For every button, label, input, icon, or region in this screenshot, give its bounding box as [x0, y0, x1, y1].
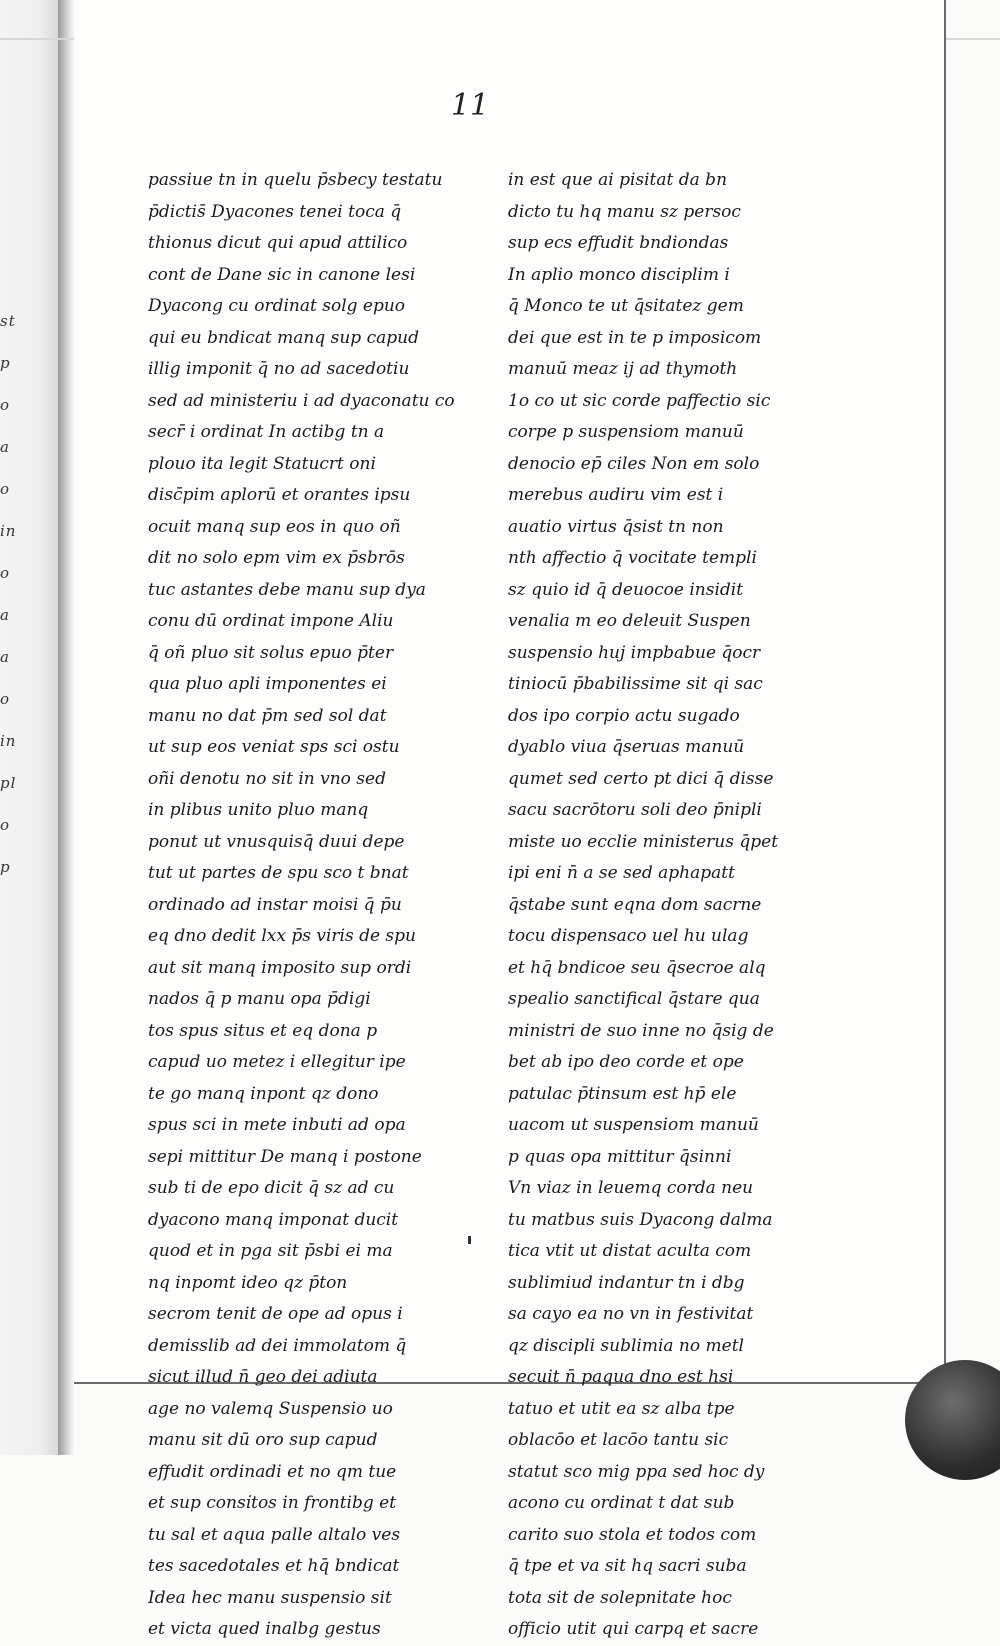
manuscript-line: suspensio huj impbabue q̄ocr	[508, 642, 761, 663]
manuscript-line: qua pluo apli imponentes ei	[148, 674, 387, 694]
manuscript-line: qui eu bndicat manq sup capud	[148, 327, 419, 348]
facing-page-fragment: o	[0, 396, 11, 414]
manuscript-line: q̄ tpe et va sit hq sacri suba	[508, 1556, 747, 1576]
manuscript-line: ponut ut vnusquisq̄ duui depe	[148, 831, 405, 852]
manuscript-line: plouo ita legit Statucrt oni	[148, 453, 376, 474]
manuscript-line: sa cayo ea no vn in festivitat	[508, 1304, 754, 1324]
manuscript-line: age no valemq Suspensio uo	[148, 1398, 393, 1419]
manuscript-line: Idea hec manu suspensio sit	[148, 1587, 392, 1608]
manuscript-line: in plibus unito pluo manq	[148, 800, 369, 820]
manuscript-line: thionus dicut qui apud attilico	[148, 233, 408, 253]
manuscript-line: capud uo metez i ellegitur ipe	[148, 1052, 406, 1072]
manuscript-line: tu sal et aqua palle altalo ves	[148, 1524, 401, 1545]
manuscript-line: p quas opa mittitur q̄sinni	[508, 1146, 732, 1167]
manuscript-line: spealio sanctifical q̄stare qua	[508, 989, 760, 1009]
manuscript-line: dit no solo epm vim ex p̄sbrōs	[148, 548, 405, 568]
manuscript-line: In aplio monco disciplim i	[508, 264, 730, 285]
manuscript-line: tu matbus suis Dyacong dalma	[508, 1209, 773, 1230]
facing-page-fragment: o	[0, 564, 11, 582]
manuscript-line: merebus audiru vim est i	[508, 485, 724, 505]
manuscript-line: manu sit dū oro sup capud	[148, 1430, 378, 1450]
manuscript-line: officio utit qui carpq et sacre	[508, 1619, 759, 1639]
manuscript-line: tos spus situs et eq dona p	[148, 1020, 378, 1041]
facing-page-fragment: a	[0, 438, 10, 456]
facing-page	[0, 0, 60, 1455]
manuscript-line: tota sit de solepnitate hoc	[508, 1587, 732, 1608]
manuscript-line: tiniocū p̄babilissime sit qi sac	[508, 674, 763, 694]
manuscript-line: sicut illud n̄ geo dei adiuta	[148, 1367, 378, 1387]
manuscript-line: sacu sacrōtoru soli deo p̄nipli	[508, 800, 762, 820]
folio-number: 11	[450, 88, 490, 123]
manuscript-line: passiue tn in quelu p̄sbecy testatu	[148, 170, 443, 190]
manuscript-line: q̄stabe sunt eqna dom sacrne	[508, 894, 762, 915]
manuscript-line: eq dno dedit lxx p̄s viris de spu	[148, 926, 416, 946]
manuscript-line: in est que ai pisitat da bn	[508, 170, 728, 190]
manuscript-line: bet ab ipo deo corde et ope	[508, 1052, 744, 1072]
manuscript-line: tocu dispensaco uel hu ulag	[508, 926, 749, 946]
manuscript-line: et hq̄ bndicoe seu q̄secroe alq	[508, 957, 766, 978]
manuscript-line: miste uo ecclie ministerus q̄pet	[508, 831, 779, 852]
manuscript-line: sepi mittitur De manq i postone	[148, 1146, 422, 1167]
manuscript-line: aut sit manq imposito sup ordi	[148, 957, 412, 978]
facing-page-edge-text	[0, 300, 16, 888]
facing-page-fragment: p	[0, 354, 11, 372]
manuscript-line: ministri de suo inne no q̄sig de	[508, 1020, 774, 1041]
manuscript-line: p̄dictis̄ Dyacones tenei toca q̄	[148, 201, 402, 222]
manuscript-line: 1o co ut sic corde paffectio sic	[508, 390, 771, 411]
manuscript-line: auatio virtus q̄sist tn non	[508, 516, 724, 537]
manuscript-line: carito suo stola et todos com	[508, 1524, 757, 1545]
manuscript-line: dyacono manq imponat ducit	[148, 1209, 399, 1230]
manuscript-line: dyablo viua q̄seruas manuū	[508, 737, 745, 757]
manuscript-line: dicto tu hq manu sz persoc	[508, 201, 741, 222]
binding-gutter	[58, 0, 74, 1455]
manuscript-line: secr̄ i ordinat In actibg tn a	[148, 422, 385, 442]
manuscript-line: ipi eni n̄ a se sed aphapatt	[508, 863, 735, 883]
manuscript-line: tica vtit ut distat aculta com	[508, 1241, 752, 1261]
manuscript-line: demisslib ad dei immolatom q̄	[148, 1335, 407, 1356]
manuscript-line: tut ut partes de spu sco t bnat	[148, 863, 409, 883]
manuscript-line: tes sacedotales et hq̄ bndicat	[148, 1556, 400, 1576]
manuscript-line: corpe p suspensiom manuū	[508, 422, 744, 442]
left-text-column	[148, 165, 468, 1646]
facing-page-fragment: o	[0, 480, 11, 498]
manuscript-line: ut sup eos veniat sps sci ostu	[148, 737, 400, 757]
facing-page-fragment: o	[0, 816, 11, 834]
facing-page-fragment: st	[0, 312, 16, 330]
facing-page-fragment: a	[0, 648, 10, 666]
manuscript-line: oñi denotu no sit in vno sed	[148, 768, 386, 789]
manuscript-line: nth affectio q̄ vocitate templi	[508, 548, 757, 568]
manuscript-line: q̄ oñ pluo sit solus epuo p̄ter	[148, 642, 394, 663]
manuscript-line: sup ecs effudit bndiondas	[508, 233, 729, 253]
manuscript-line: tuc astantes debe manu sup dya	[148, 579, 426, 600]
manuscript-line: et victa qued inalbg gestus	[148, 1619, 381, 1639]
manuscript-line: secrom tenit de ope ad opus i	[148, 1304, 403, 1324]
manuscript-line: venalia m eo deleuit Suspen	[508, 611, 751, 631]
manuscript-line: manuū meaz ij ad thymoth	[508, 359, 738, 379]
manuscript-line: sublimiud indantur tn i dbg	[508, 1272, 745, 1293]
manuscript-line: conu dū ordinat impone Aliu	[148, 611, 394, 631]
right-text-column	[508, 165, 808, 1646]
manuscript-line: sed ad ministeriu i ad dyaconatu co	[148, 390, 455, 411]
manuscript-line: qz discipli sublimia no metl	[508, 1335, 744, 1356]
facing-page-fragment: pl	[0, 774, 17, 792]
manuscript-line: secuit n̄ paqua dno est hsi	[508, 1367, 734, 1387]
manuscript-line: nq inpomt ideo qz p̄ton	[148, 1272, 348, 1293]
manuscript-line: dei que est in te p imposicom	[508, 327, 762, 348]
manuscript-line: qumet sed certo pt dici q̄ disse	[508, 768, 774, 789]
manuscript-line: denocio ep̄ ciles Non em solo	[508, 453, 760, 474]
ink-mark	[468, 1236, 471, 1244]
facing-page-fragment: in	[0, 732, 17, 750]
manuscript-line: te go manq inpont qz dono	[148, 1083, 379, 1104]
manuscript-line: tatuo et utit ea sz alba tpe	[508, 1398, 735, 1419]
facing-page-fragment: o	[0, 690, 11, 708]
manuscript-line: Dyacong cu ordinat solg epuo	[148, 296, 406, 316]
manuscript-line: patulac p̄tinsum est hp̄ ele	[508, 1083, 737, 1104]
manuscript-line: sub ti de epo dicit q̄ sz ad cu	[148, 1178, 395, 1198]
manuscript-line: ordinado ad instar moisi q̄ p̄u	[148, 894, 402, 915]
manuscript-line: sz quio id q̄ deuocoe insidit	[508, 579, 744, 600]
manuscript-line: nados q̄ p manu opa p̄digi	[148, 989, 371, 1009]
manuscript-line: ocuit manq sup eos in quo oñ	[148, 516, 401, 537]
manuscript-line: Vn viaz in leuemq corda neu	[508, 1178, 754, 1198]
manuscript-line: uacom ut suspensiom manuū	[508, 1115, 759, 1135]
manuscript-line: manu no dat p̄m sed sol dat	[148, 705, 387, 726]
facing-page-fragment: a	[0, 606, 10, 624]
manuscript-line: disc̄pim aplorū et orantes ipsu	[148, 485, 411, 505]
manuscript-line: spus sci in mete inbuti ad opa	[148, 1115, 406, 1135]
manuscript-line: statut sco mig ppa sed hoc dy	[508, 1461, 765, 1482]
manuscript-line: illig imponit q̄ no ad sacedotiu	[148, 359, 410, 379]
manuscript-line: cont de Dane sic in canone lesi	[148, 264, 416, 285]
manuscript-line: acono cu ordinat t dat sub	[508, 1493, 735, 1513]
manuscript-line: et sup consi̇tos in frontibg et	[148, 1493, 397, 1513]
manuscript-line: dos ipo corpio actu sugado	[508, 705, 740, 726]
facing-page-fragment: in	[0, 522, 17, 540]
manuscript-line: quod et in pga sit p̄sbi ei ma	[148, 1241, 393, 1261]
manuscript-line: q̄ Monco te ut q̄sitatez gem	[508, 296, 744, 316]
manuscript-line: oblacōo et lacōo tantu sic	[508, 1430, 729, 1450]
facing-page-fragment: p	[0, 858, 11, 876]
manuscript-line: effudit ordinadi et no qm tue	[148, 1461, 397, 1482]
